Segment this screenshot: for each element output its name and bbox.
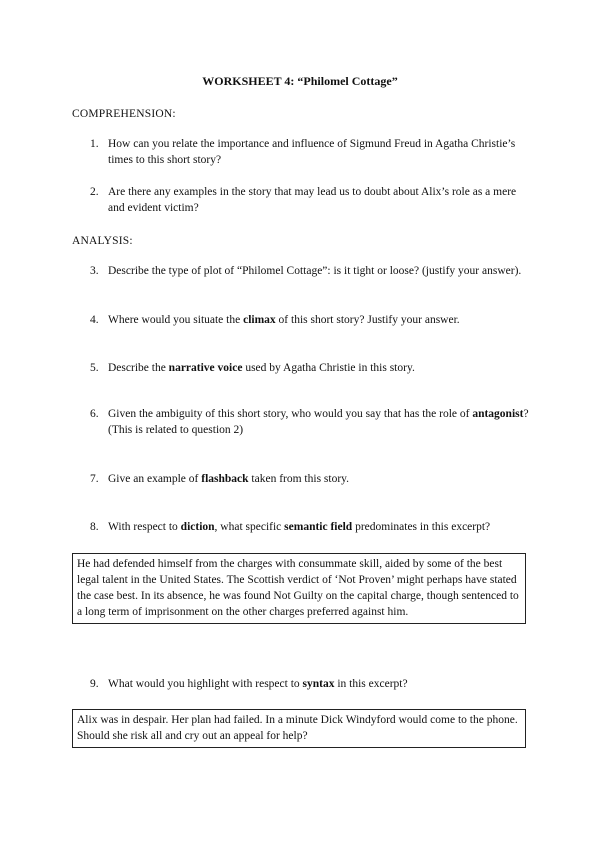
question-number: 3. <box>90 265 99 277</box>
excerpt-box-2: Alix was in despair. Her plan had failed. In a minute Dick Windyford would come to the phone. Should she risk all and cry out an appeal for help? <box>72 709 526 748</box>
question-text: Where would you situate the climax of this short story? Justify your answer. <box>108 314 460 326</box>
keyword-flashback: flashback <box>201 473 249 485</box>
question-text: Give an example of flashback taken from this story. <box>108 473 350 485</box>
question-text: Are there any examples in the story that may lead us to doubt about Alix’s role as a mere and evident victim? <box>108 186 517 214</box>
question-number: 7. <box>90 473 99 485</box>
keyword-antagonist: antagonist <box>472 408 524 420</box>
question-8 <box>90 519 530 535</box>
question-text: How can you relate the importance and influence of Sigmund Freud in Agatha Christie’s times to this short story? <box>108 138 516 166</box>
section-heading-comprehension: COMPREHENSION: <box>72 108 176 120</box>
keyword-syntax: syntax <box>302 678 335 690</box>
question-4 <box>90 312 530 328</box>
question-text: With respect to diction, what specific semantic field predominates in this excerpt? <box>108 521 491 533</box>
keyword-narrative-voice: narrative voice <box>168 362 243 374</box>
question-5 <box>90 360 530 376</box>
keyword-diction: diction <box>180 521 215 533</box>
question-number: 5. <box>90 362 99 374</box>
question-number: 4. <box>90 314 99 326</box>
keyword-climax: climax <box>243 314 276 326</box>
question-number: 9. <box>90 678 99 690</box>
question-text: Given the ambiguity of this short story, who would you say that has the role of antagonist? (This is related to question 2) <box>108 408 529 436</box>
section-heading-analysis: ANALYSIS: <box>72 235 133 247</box>
excerpt-box-1: He had defended himself from the charges with consummate skill, aided by some of the best legal talent in the United States. The Scottish verdict of ‘Not Proven’ might perhaps have stated the case best. In its absence, he was found Not Guilty on the capital charge, though sentenced to a long term of imprisonment on the other charges preferred against him. <box>72 553 526 624</box>
question-1 <box>90 136 530 168</box>
worksheet-title: WORKSHEET 4: “Philomel Cottage” <box>202 74 398 88</box>
question-number: 1. <box>90 138 99 150</box>
question-text: Describe the type of plot of “Philomel Cottage”: is it tight or loose? (justify your answer). <box>108 265 522 277</box>
question-6 <box>90 406 530 438</box>
keyword-semantic-field: semantic field <box>284 521 353 533</box>
question-9 <box>90 676 530 692</box>
question-text: Describe the narrative voice used by Agatha Christie in this story. <box>108 362 415 374</box>
question-number: 2. <box>90 186 99 198</box>
question-3 <box>90 263 530 279</box>
question-2 <box>90 184 530 216</box>
question-number: 8. <box>90 521 99 533</box>
question-text: What would you highlight with respect to syntax in this excerpt? <box>108 678 408 690</box>
question-number: 6. <box>90 408 99 420</box>
question-7 <box>90 471 530 487</box>
